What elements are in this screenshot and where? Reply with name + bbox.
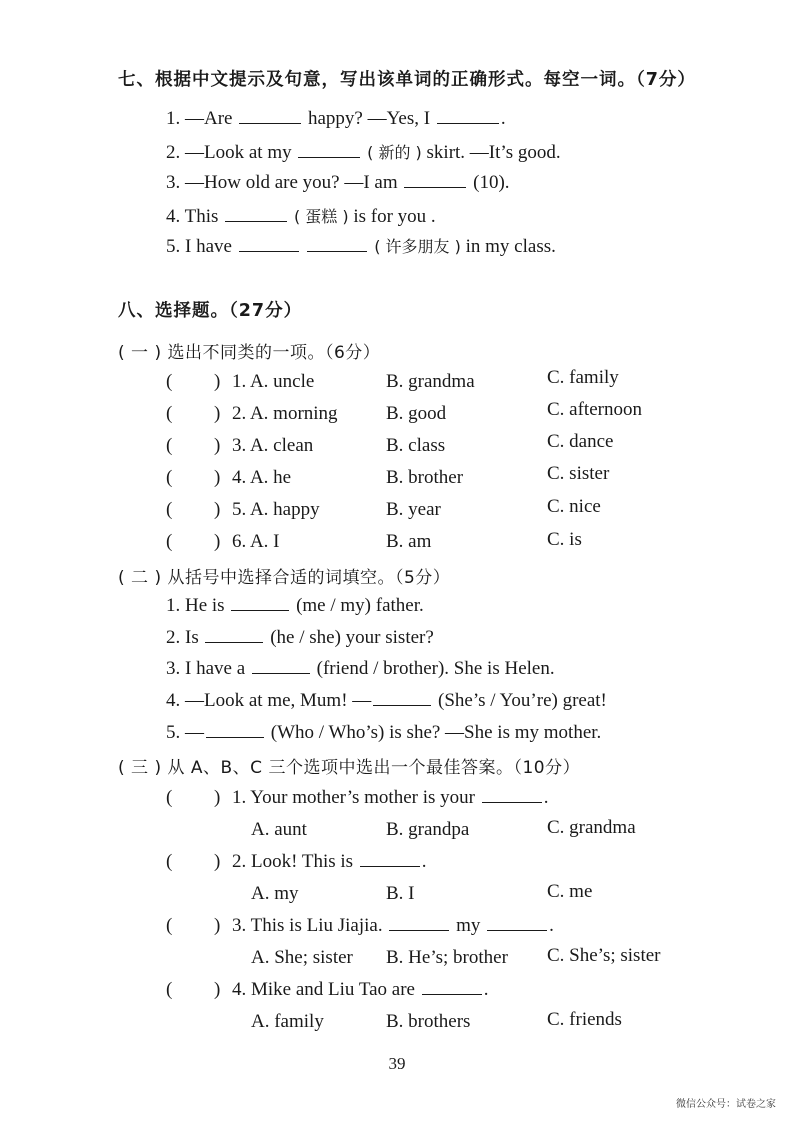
answer-paren-open: ( bbox=[166, 787, 173, 808]
answer-paren-open: ( bbox=[166, 851, 173, 872]
s7-q2-blank[interactable] bbox=[298, 142, 360, 158]
s8p3-q1-stem-end: . bbox=[543, 787, 549, 808]
s8p1-q5-option-a: 5. A. happy bbox=[232, 499, 320, 520]
s7-q1-blank-1[interactable] bbox=[239, 108, 301, 124]
s8p2-q5 bbox=[166, 722, 601, 744]
s7-q3 bbox=[166, 172, 510, 194]
s8p3-q4-stem-end: . bbox=[483, 979, 489, 1000]
s8p3-q4-option-c: C. friends bbox=[547, 1009, 622, 1030]
s8p1-q3-option-a: 3. A. clean bbox=[232, 435, 314, 456]
s8p3-q3-stem-end: . bbox=[549, 915, 554, 936]
s7-q1-text-b: happy? —Yes, I bbox=[307, 108, 431, 129]
s8-part2-title: ( 二 ) 从括号中选择合适的词填空。（5分） bbox=[118, 568, 451, 588]
s8p1-q2-option-b: B. good bbox=[386, 403, 447, 424]
s7-q2 bbox=[166, 140, 561, 164]
s8p2-q3 bbox=[166, 658, 555, 680]
s8p3-q2-stem bbox=[232, 851, 427, 873]
s8p1-q5-option-c: C. nice bbox=[547, 496, 601, 517]
s8p3-q1-option-c: C. grandma bbox=[547, 817, 636, 838]
answer-paren-close: ) bbox=[214, 787, 221, 808]
answer-paren-open: ( bbox=[166, 467, 173, 488]
s8p3-q3-stem bbox=[232, 915, 554, 937]
s7-q1-text-c: . bbox=[500, 108, 506, 129]
s7-q3-text-a: 3. —How old are you? —I am bbox=[166, 172, 398, 193]
s8p2-q2-text-b: (he / she) your sister? bbox=[270, 627, 434, 648]
s7-q3-blank[interactable] bbox=[404, 172, 466, 188]
s8p2-q2-blank[interactable] bbox=[205, 627, 263, 643]
s8p3-q1-option-b: B. grandpa bbox=[386, 819, 470, 840]
s7-q5 bbox=[166, 234, 556, 258]
s8p2-q3-text-a: 3. I have a bbox=[166, 658, 246, 679]
s8p3-q4-blank[interactable] bbox=[422, 979, 482, 995]
s8p1-q2-option-c: C. afternoon bbox=[547, 399, 642, 420]
s7-q4-text-a: 4. This bbox=[166, 206, 219, 227]
s8p2-q1 bbox=[166, 595, 424, 617]
s8p3-q3-option-c: C. She’s; sister bbox=[547, 945, 661, 966]
s8p3-q3-stem-text: 3. This is Liu Jiajia. bbox=[232, 915, 383, 936]
s8p1-q3-option-b: B. class bbox=[386, 435, 446, 456]
s8p1-q4-option-a: 4. A. he bbox=[232, 467, 292, 488]
s8p3-q4-option-a: A. family bbox=[251, 1011, 324, 1032]
s8p1-q6-option-b: B. am bbox=[386, 531, 432, 552]
s8p3-q2-option-a: A. my bbox=[251, 883, 299, 904]
s7-q1-text-a: 1. —Are bbox=[166, 108, 233, 129]
s7-q2-text-a: 2. —Look at my bbox=[166, 142, 292, 163]
s8p3-q1-blank[interactable] bbox=[482, 787, 542, 803]
s8p3-q4-stem bbox=[232, 979, 489, 1001]
s8p2-q1-text-b: (me / my) father. bbox=[296, 595, 424, 616]
s8p2-q3-blank[interactable] bbox=[252, 658, 310, 674]
s8p2-q2 bbox=[166, 627, 434, 649]
answer-paren-open: ( bbox=[166, 979, 173, 1000]
s8p3-q2-option-c: C. me bbox=[547, 881, 593, 902]
s8p1-q1-option-a: 1. A. uncle bbox=[232, 371, 315, 392]
s8p2-q4 bbox=[166, 690, 607, 712]
answer-paren-close: ) bbox=[214, 499, 221, 520]
s8p2-q1-text-a: 1. He is bbox=[166, 595, 225, 616]
s7-q2-text-b: skirt. —It’s good. bbox=[426, 142, 561, 163]
s8p3-q4-stem-text: 4. Mike and Liu Tao are bbox=[232, 979, 415, 1000]
s7-q4-blank[interactable] bbox=[225, 206, 287, 222]
s7-q4 bbox=[166, 204, 436, 228]
s7-q5-hint: ( 许多朋友 ) bbox=[374, 237, 461, 256]
answer-paren-open: ( bbox=[166, 915, 173, 936]
s7-q3-text-b: (10). bbox=[473, 172, 510, 193]
answer-paren-close: ) bbox=[214, 979, 221, 1000]
s8p2-q1-blank[interactable] bbox=[231, 595, 289, 611]
s8p3-q2-stem-end: . bbox=[421, 851, 427, 872]
answer-paren-close: ) bbox=[214, 915, 221, 936]
s8p3-q3-option-b: B. He’s; brother bbox=[386, 947, 508, 968]
s7-q1-blank-2[interactable] bbox=[437, 108, 499, 124]
s8p1-q5-option-b: B. year bbox=[386, 499, 441, 520]
s8p1-q1-option-c: C. family bbox=[547, 367, 619, 388]
s8-part3-title: ( 三 ) 从 A、B、C 三个选项中选出一个最佳答案。（10分） bbox=[118, 758, 581, 778]
s8p2-q4-text-b: (She’s / You’re) great! bbox=[438, 690, 607, 711]
s8p2-q5-text-a: 5. — bbox=[166, 722, 204, 743]
section-8-title: 八、选择题。（27分） bbox=[118, 301, 303, 321]
s8p3-q4-option-b: B. brothers bbox=[386, 1011, 471, 1032]
s8p1-q3-option-c: C. dance bbox=[547, 431, 614, 452]
s8p3-q1-stem-text: 1. Your mother’s mother is your bbox=[232, 787, 475, 808]
s8p3-q3-stem-mid: my bbox=[456, 915, 481, 936]
answer-paren-close: ) bbox=[214, 467, 221, 488]
s8p2-q4-text-a: 4. —Look at me, Mum! — bbox=[166, 690, 372, 711]
s8p1-q6-option-c: C. is bbox=[547, 529, 582, 550]
s7-q5-text-b: in my class. bbox=[465, 236, 556, 257]
page-number: 39 bbox=[388, 1054, 406, 1073]
answer-paren-close: ) bbox=[214, 403, 221, 424]
s7-q1 bbox=[166, 108, 506, 130]
s8p3-q3-blank-2[interactable] bbox=[487, 915, 547, 931]
answer-paren-open: ( bbox=[166, 371, 173, 392]
s8p1-q4-option-b: B. brother bbox=[386, 467, 464, 488]
s8p3-q3-blank-1[interactable] bbox=[389, 915, 449, 931]
answer-paren-open: ( bbox=[166, 499, 173, 520]
footer-watermark: 微信公众号：试卷之家 bbox=[676, 1099, 776, 1110]
answer-paren-close: ) bbox=[214, 531, 221, 552]
s7-q2-hint: ( 新的 ) bbox=[367, 143, 422, 162]
s8p1-q4-option-c: C. sister bbox=[547, 463, 610, 484]
s8p3-q3-option-a: A. She; sister bbox=[251, 947, 353, 968]
s8p1-q2-option-a: 2. A. morning bbox=[232, 403, 338, 424]
answer-paren-close: ) bbox=[214, 851, 221, 872]
s8p1-q1-option-b: B. grandma bbox=[386, 371, 475, 392]
section-7-title: 七、根据中文提示及句意，写出该单词的正确形式。每空一词。（7分） bbox=[118, 70, 696, 90]
s8p3-q2-blank[interactable] bbox=[360, 851, 420, 867]
answer-paren-close: ) bbox=[214, 371, 221, 392]
s7-q5-blank-1[interactable] bbox=[239, 236, 299, 252]
s8p3-q2-stem-text: 2. Look! This is bbox=[232, 851, 354, 872]
s7-q4-hint: ( 蛋糕 ) bbox=[293, 207, 349, 226]
s8p2-q5-text-b: (Who / Who’s) is she? —She is my mother. bbox=[270, 722, 602, 743]
s8p2-q3-text-b: (friend / brother). She is Helen. bbox=[316, 658, 555, 679]
answer-paren-open: ( bbox=[166, 531, 173, 552]
s7-q5-text-a: 5. I have bbox=[166, 236, 232, 257]
s8p2-q4-blank[interactable] bbox=[373, 690, 431, 706]
answer-paren-close: ) bbox=[214, 435, 221, 456]
s8-part1-title: ( 一 ) 选出不同类的一项。（6分） bbox=[118, 343, 381, 363]
answer-paren-open: ( bbox=[166, 403, 173, 424]
s8p3-q1-stem bbox=[232, 787, 548, 809]
s7-q5-blank-2[interactable] bbox=[307, 236, 367, 252]
s8p3-q2-option-b: B. I bbox=[386, 883, 415, 904]
s8p2-q5-blank[interactable] bbox=[206, 722, 264, 738]
s8p2-q2-text-a: 2. Is bbox=[166, 627, 199, 648]
s8p1-q6-option-a: 6. A. I bbox=[232, 531, 280, 552]
s8p3-q1-option-a: A. aunt bbox=[251, 819, 307, 840]
s7-q4-text-b: is for you . bbox=[353, 206, 436, 227]
answer-paren-open: ( bbox=[166, 435, 173, 456]
